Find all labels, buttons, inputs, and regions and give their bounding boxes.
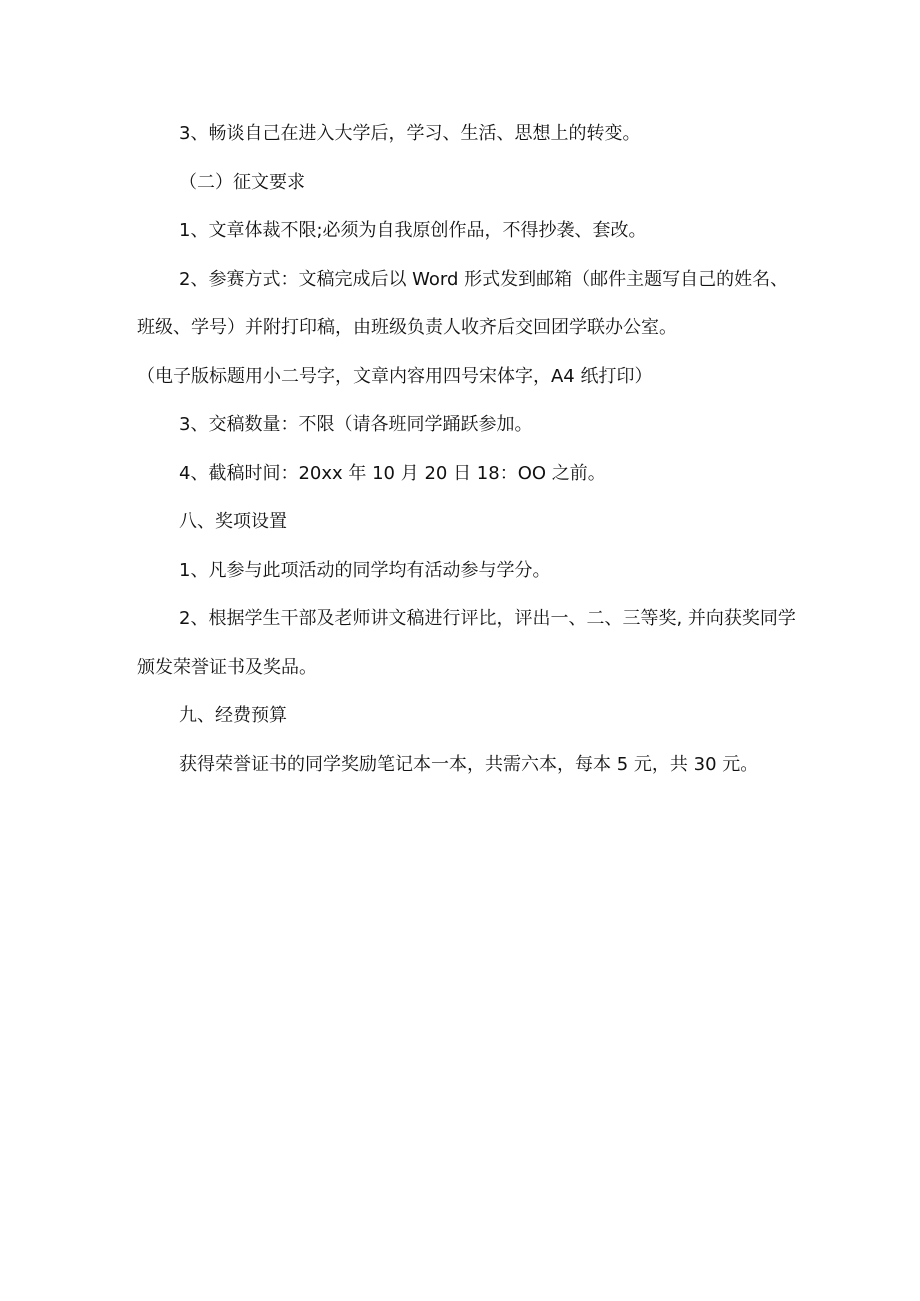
- paragraph-requirement-1: 1、文章体裁不限;必须为自我原创作品，不得抄袭、套改。: [179, 220, 647, 241]
- paragraph-award-1: 1、凡参与此项活动的同学均有活动参与学分。: [179, 559, 551, 581]
- paragraph-award-2: 2、根据学生干部及老师讲文稿进行评比，评出一、二、三等奖, 并向获奖同学颁发荣誉证书及奖品。: [137, 608, 796, 678]
- document-body: [137, 110, 797, 789]
- heading-essay-requirements: （二）征文要求: [179, 171, 305, 193]
- paragraph-requirement-3: 3、交稿数量：不限（请各班同学踊跃参加。: [179, 414, 533, 435]
- paragraph-requirement-4: 4、截稿时间：20xx 年 10 月 20 日 18：OO 之前。: [179, 462, 606, 484]
- heading-awards: 八、奖项设置: [179, 511, 287, 532]
- paragraph-format-note: （电子版标题用小二号字，文章内容用四号宋体字，A4 纸打印）: [137, 365, 653, 387]
- paragraph-budget: 获得荣誉证书的同学奖励笔记本一本，共需六本，每本 5 元，共 30 元。: [179, 753, 759, 775]
- paragraph-requirement-2: 2、参赛方式：文稿完成后以 Word 形式发到邮箱（邮件主题写自己的姓名、班级、学号）并附打印稿，由班级负责人收齐后交回团学联办公室。: [137, 268, 789, 338]
- heading-budget: 九、经费预算: [179, 705, 287, 726]
- paragraph-topic-3: 3、畅谈自己在进入大学后，学习、生活、思想上的转变。: [179, 123, 641, 144]
